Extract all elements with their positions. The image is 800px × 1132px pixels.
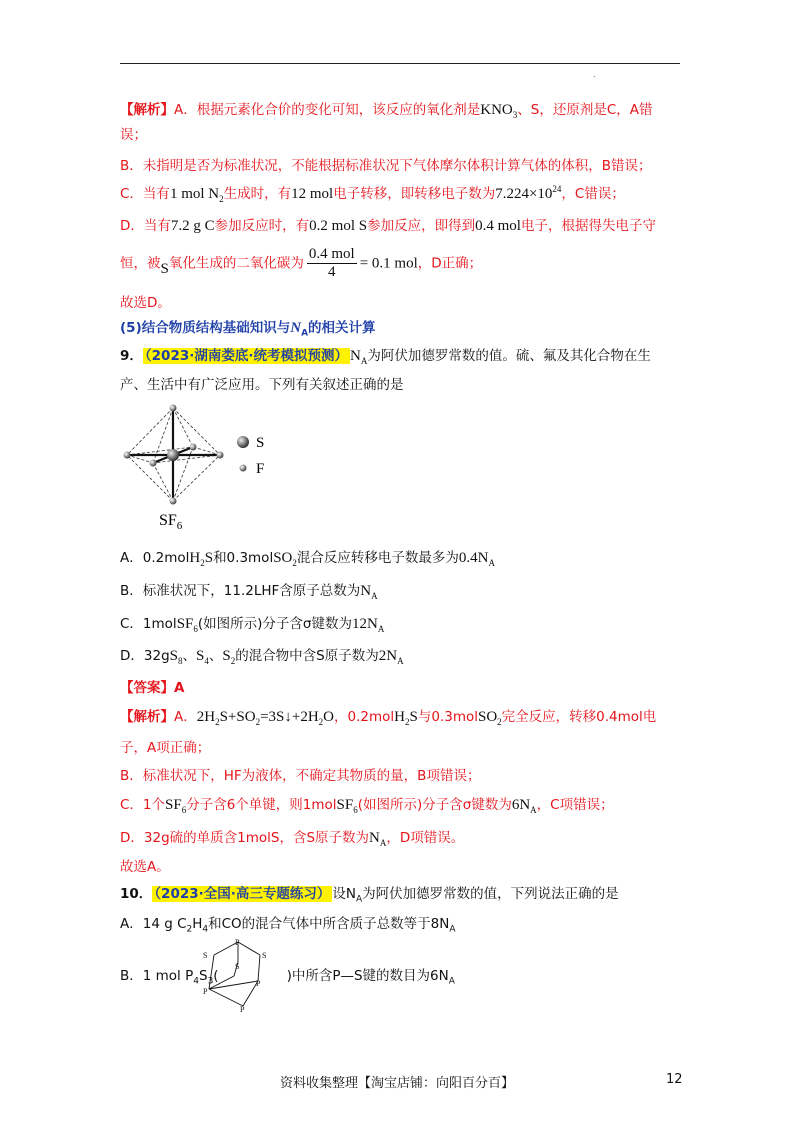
fluorine-atom <box>150 460 157 467</box>
fluorine-atom <box>190 444 197 451</box>
fraction: $\frac{\text{0.4 mol}}{4}$ <box>308 246 355 280</box>
q9-explanation-a: 【解析】A．$2H_2S+SO_2=3S↓+2H_2O$，0.2molH$_2$S与0.3molSO$_2$完全反应，转移0.4mol电 <box>120 709 657 727</box>
q9-stem-line-1: 9． （2023·湖南娄底·统考模拟预测） $N_A$为阿伏加德罗常数的值。硫、氟及其化合物在生 <box>120 348 651 366</box>
prev-option-b: B．未指明是否为标准状况，不能根据标准状况下气体摩尔体积计算气体的体积，B错误； <box>120 158 652 174</box>
footer-text: 资料收集整理【淘宝店铺：向阳百分百】 <box>280 1076 515 1091</box>
q9-source-tag: （2023·湖南娄底·统考模拟预测） <box>144 348 348 364</box>
q9-option-a: A．0.2molH$_2$S和0.3molSO$_2$混合反应转移电子数最多为$0.4N_A$ <box>120 550 495 568</box>
q9-explanation-a-continued: 子，A项正确； <box>120 740 211 756</box>
page-number: 12 <box>666 1072 683 1087</box>
q9-option-c: C．1molSF$_6$(如图所示)分子含σ键数为$12N_A$ <box>120 616 385 634</box>
legend-f-ball <box>240 465 247 472</box>
prev-analysis-line-2: 误； <box>120 127 147 143</box>
q10-option-a: A．14 g $C_2H_4$和CO的混合气体中所含质子总数等于$8N_A$ <box>120 916 456 935</box>
prev-analysis-line-1: 【解析】A．根据元素化合价的变化可知，该反应的氧化剂是$KNO_3$、S，还原剂是C，A错 <box>120 102 653 120</box>
fluorine-atom <box>217 452 224 459</box>
section-heading: (5)结合物质结构基础知识与$N_A$的相关计算 <box>120 320 376 339</box>
legend-s-ball <box>237 436 249 448</box>
fluorine-atom <box>170 405 177 412</box>
header-rule <box>120 63 680 64</box>
q10-stem: 10． （2023·全国·高三专题练习） 设$N_A$为阿伏加德罗常数的值，下列说法正确的是 <box>120 886 619 905</box>
atom-p: P <box>256 979 261 988</box>
q10-source-tag: （2023·全国·高三专题练习） <box>154 886 331 902</box>
prev-conclusion: 故选D。 <box>120 295 171 311</box>
atom-s: S <box>203 951 208 960</box>
atom-p: P <box>203 987 208 996</box>
q9-stem-line-2: 产、生活中有广泛应用。下列有关叙述正确的是 <box>120 377 404 393</box>
figure-caption: $SF_6$ <box>159 512 183 532</box>
fluorine-atom <box>170 498 177 505</box>
q9-explanation-b: B．标准状况下，HF为液体，不确定其物质的量，B项错误； <box>120 768 481 784</box>
q10-option-b: B．1 mol $P_4S_3$( )中所含P—S键的数目为$6N_A$ <box>120 968 455 987</box>
sulfur-atom <box>167 449 179 461</box>
prev-option-d: D．当有7.2 g C参加反应时，有0.2 mol S参加反应，即得到0.4 mol电子，根据得失电子守 <box>120 218 656 234</box>
q9-explanation-c: C．1个$SF_6$分子含6个单键，则1molSF$_6$(如图所示)分子含σ键数为$6N_A$，C项错误； <box>120 797 614 815</box>
atom-p: P <box>240 1005 245 1014</box>
prev-option-d-continued: 恒，被S氧化生成的二氧化碳为 $\frac{\text{0.4 mol}}{4}$ = 0.1 mol，D正确； <box>120 246 483 280</box>
q9-answer: 【答案】A <box>120 680 185 696</box>
legend-f-label: F <box>256 461 265 477</box>
fluorine-atom <box>124 452 131 459</box>
q9-option-b: B．标准状况下，11.2LHF含原子总数为$N_A$ <box>120 583 378 601</box>
q9-option-d: D．$32gS_8$、$S_4$、$S_2$的混合物中含S原子数为$2N_A$ <box>120 648 404 666</box>
sf6-structure-figure <box>115 398 315 533</box>
q9-conclusion: 故选A。 <box>120 859 170 875</box>
prev-option-c: C．当有1 mol $N_2$生成时，有12 mol电子转移，即转移电子数为$7.224\times 10^{24}$，C错误； <box>120 184 625 204</box>
header-dot: . <box>593 70 596 79</box>
atom-s: S <box>262 951 267 960</box>
q9-explanation-d: D．32g硫的单质含1molS，含S原子数为$N_A$，D项错误。 <box>120 830 465 848</box>
atom-s: S <box>235 962 240 971</box>
p4s3-structure-figure <box>198 934 270 1014</box>
legend-s-label: S <box>256 435 265 451</box>
atom-p: P <box>235 938 240 947</box>
